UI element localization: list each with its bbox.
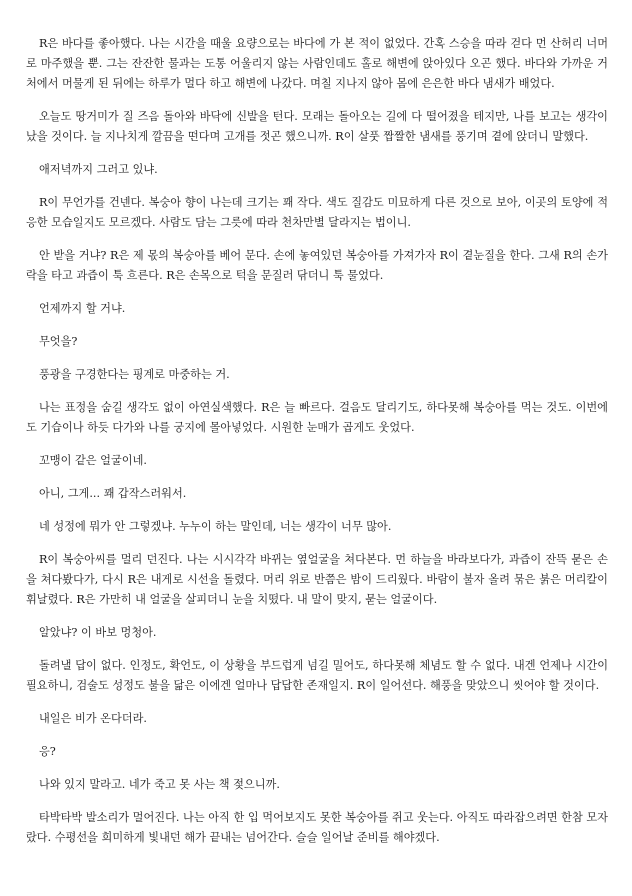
paragraph: 네 성정에 뭐가 안 그렇겠냐. 누누이 하는 말인데, 너는 생각이 너무 많아. bbox=[39, 520, 392, 533]
paragraph: R이 복숭아씨를 멀리 던진다. 나는 시시각각 바뀌는 옆얼굴을 쳐다본다. 먼 하늘을 바라보다가, 과즙이 잔뜩 묻은 손을 쳐다봤다가, 다시 R은 내게로 시선을 돌렸다. 머리 위로 반쯤은 밤이 드리웠다. 바람이 불자 올려 묶은 붉은 머리칼이 휘날렸다. R은 가만히 내 얼굴을 살피더니 눈을 치떴다. 내 말이 맞지, 묻는 얼굴이다. bbox=[26, 553, 608, 606]
paragraph: 응? bbox=[39, 745, 56, 758]
paragraph: R은 바다를 좋아했다. 나는 시간을 때울 요량으로는 바다에 가 본 적이 없었다. 간혹 스승을 따라 걷다 먼 산허리 너머로 마주했을 뿐. 그는 잔잔한 물과는 도통 어울리지 않는 사람인데도 홀로 해변에 앉아있다 오곤 했다. 바다와 가까운 거처에서 머물게 된 뒤에는 하루가 멀다 하고 해변에 나갔다. 며칠 지나지 않아 몸에 은은한 바다 냄새가 배었다. bbox=[26, 37, 608, 90]
paragraph: 언제까지 할 거냐. bbox=[39, 302, 126, 315]
paragraph: 아니, 그게... 꽤 갑작스러워서. bbox=[39, 487, 187, 500]
paragraph: 풍광을 구경한다는 핑계로 마중하는 거. bbox=[39, 368, 230, 381]
paragraph: 타박타박 발소리가 멀어진다. 나는 아직 한 입 먹어보지도 못한 복숭아를 쥐고 웃는다. 아직도 따라잡으려면 한참 모자랐다. 수평선을 희미하게 빛내던 해가 끝내는 넘어간다. 슬슬 일어날 준비를 해야겠다. bbox=[26, 811, 608, 844]
paragraph: 나와 있지 말라고. 네가 죽고 못 사는 책 젖으니까. bbox=[39, 778, 280, 791]
paragraph: 오늘도 땅거미가 질 즈음 돌아와 바닥에 신발을 턴다. 모래는 돌아오는 길에 다 떨어졌을 테지만, 나를 보고는 생각이 났을 것이다. 늘 지나치게 깔끔을 떤다며 고개를 젓곤 했으니까. R이 살풋 짭짤한 냄새를 풍기며 곁에 앉더니 말했다. bbox=[26, 110, 608, 143]
paragraph: 안 받을 거냐? R은 제 몫의 복숭아를 베어 문다. 손에 놓여있던 복숭아를 가져가자 R이 곁눈질을 한다. 그새 R의 손가락을 타고 과즙이 툭 흐른다. R은 손목으로 턱을 문질러 닦더니 툭 물었다. bbox=[26, 249, 608, 282]
paragraph: 무엇을? bbox=[39, 335, 78, 348]
paragraph: 꼬맹이 같은 얼굴이네. bbox=[39, 454, 147, 467]
paragraph: 내일은 비가 온다더라. bbox=[39, 712, 147, 725]
paragraph: R이 무언가를 건넨다. 복숭아 향이 나는데 크기는 꽤 작다. 색도 질감도 미묘하게 다른 것으로 보아, 이곳의 토양에 적응한 모습일지도 모르겠다. 사람도 담는 그릇에 따라 천차만별 달라지는 법이니. bbox=[26, 196, 608, 229]
paragraph: 나는 표정을 숨길 생각도 없이 아연실색했다. R은 늘 빠르다. 걸음도 달리기도, 하다못해 복숭아를 먹는 것도. 이번에도 기습이나 하듯 다가와 나를 궁지에 몰아넣었다. 시원한 눈매가 곱게도 웃었다. bbox=[26, 401, 608, 434]
paragraph: 돌려낼 답이 없다. 인정도, 확언도, 이 상황을 부드럽게 넘길 밀어도, 하다못해 체념도 할 수 없다. 내겐 언제나 시간이 필요하니, 검술도 성정도 불을 닮은 이에겐 얼마나 답답한 존재일지. R이 일어선다. 해풍을 맞았으니 씻어야 할 것이다. bbox=[26, 659, 608, 692]
paragraph: 애저녁까지 그러고 있냐. bbox=[39, 163, 158, 176]
paragraph: 알았냐? 이 바보 멍청아. bbox=[39, 626, 157, 639]
